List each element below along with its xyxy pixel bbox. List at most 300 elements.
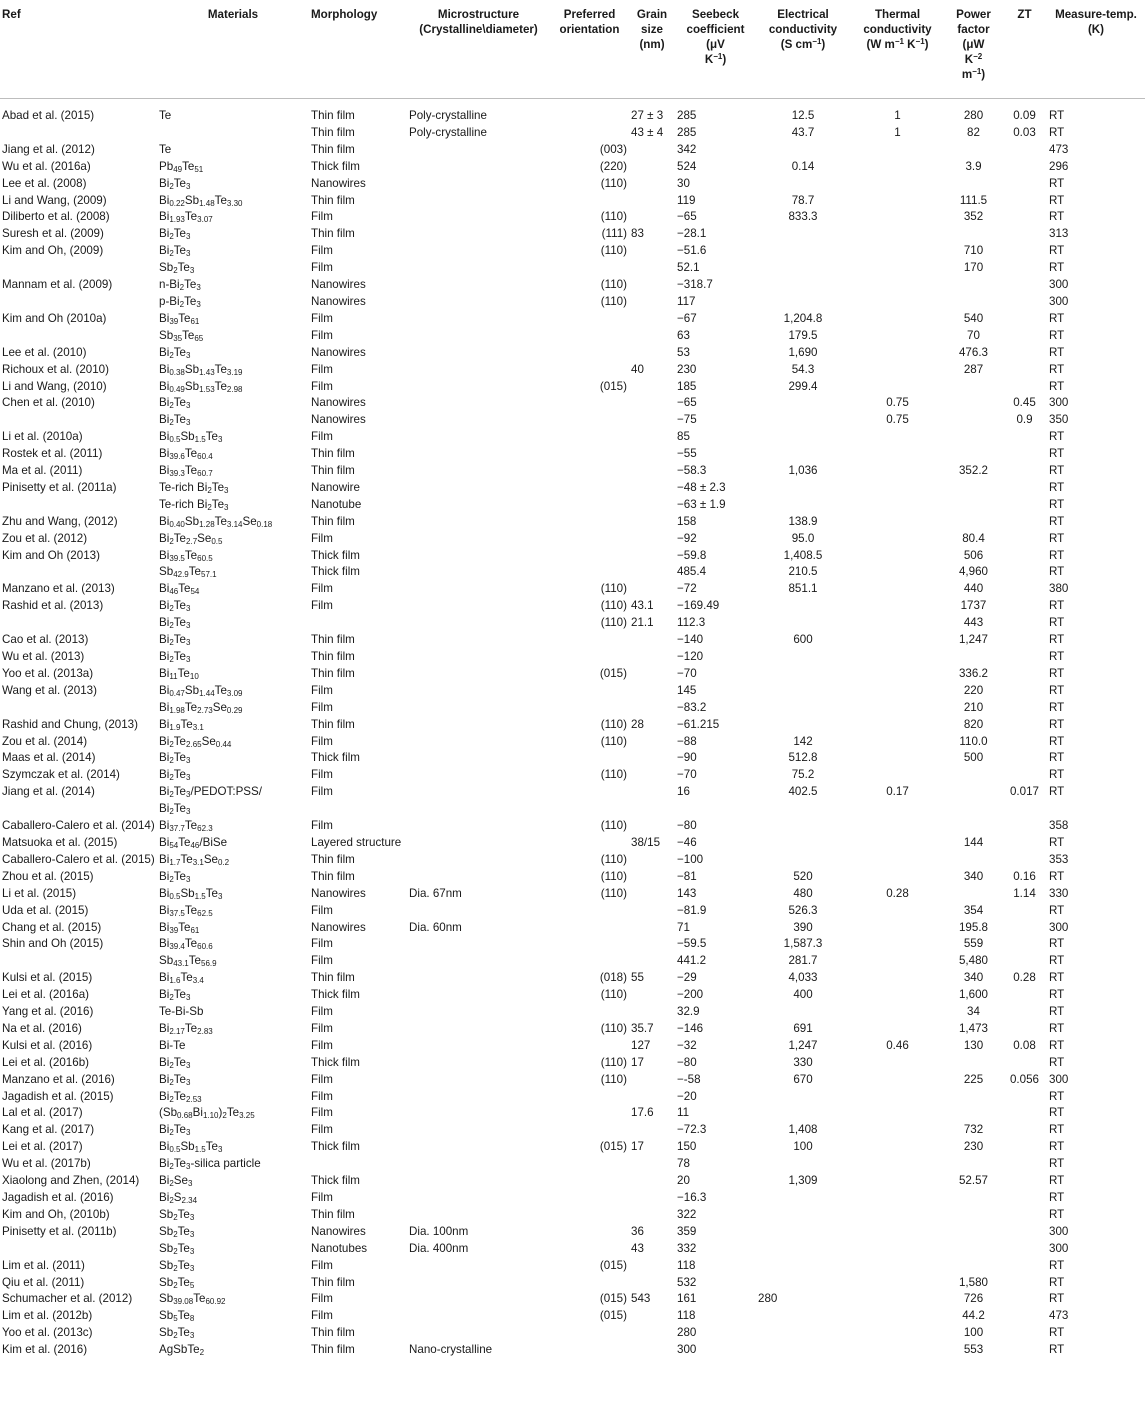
ref-cell: Ma et al. (2011) [2,464,83,478]
thermal-conductivity-cell: 0.46 [886,1038,909,1052]
materials-cell [157,1156,309,1173]
grain-size-cell [629,193,675,210]
grain-size-cell: 28 [631,717,644,731]
orientation-cell [550,395,629,412]
formula-text: Sb [184,683,200,697]
thermal-conductivity-cell [850,379,945,396]
thermal-conductivity-cell [850,1105,945,1122]
thermal-conductivity-cell: 1 [894,109,901,122]
morphology-cell: Thick film [311,565,360,579]
formula-subscript: 2 [169,1077,174,1087]
formula-text: Bi [159,1072,170,1086]
formula-text: Se [173,1174,188,1188]
zt-cell [1002,1224,1047,1241]
formula-subscript: 2.65 [186,739,202,749]
thermal-conductivity-cell [850,226,945,243]
orientation-cell [550,429,629,446]
ref-cell: Wu et al. (2013) [2,650,85,663]
microstructure-cell [407,615,550,632]
formula-text: Sb [159,1258,174,1272]
zt-cell [1002,531,1047,548]
formula-subscript: 3 [186,418,191,428]
formula-subscript: 3.30 [226,198,243,208]
formula-text: Te [182,159,195,173]
seebeck-cell: −48 ± 2.3 [677,480,726,494]
zt-cell [1002,1291,1047,1308]
thermal-conductivity-cell [850,345,945,362]
seebeck-cell: 322 [677,1207,697,1221]
formula-subscript: 1.93 [169,215,185,225]
orientation-cell: (003) [599,142,627,156]
header-electrical-conductivity: Electrical conductivity (S $cm^{-1}$) [756,0,850,99]
ref-cell: Manzano et al. (2016) [2,1072,115,1086]
seebeck-cell: −-58 [677,1072,701,1086]
thermal-conductivity-cell [850,987,945,1004]
microstructure-cell [407,395,550,412]
formula-subscript: 2 [169,1060,174,1070]
grain-size-cell [629,1173,675,1190]
electrical-conductivity-cell [756,412,850,429]
zt-cell [1002,260,1047,277]
electrical-conductivity-cell [756,683,850,700]
materials-cell [157,564,309,581]
header-preferred-orientation: Preferred orientation [550,0,629,99]
zt-cell [1002,1275,1047,1292]
orientation-cell [550,328,629,345]
electrical-conductivity-cell [756,1275,850,1292]
ref-cell [0,1241,157,1258]
thermal-conductivity-cell [850,1190,945,1207]
grain-size-cell [629,683,675,700]
morphology-cell: Film [311,700,333,714]
formula-text: Bi [159,937,170,951]
materials-cell [157,1072,309,1089]
microstructure-cell [407,514,550,531]
table-row [0,328,1145,345]
formula-text: Te [184,464,198,478]
thermal-conductivity-cell [850,1241,945,1258]
orientation-cell: (015) [599,666,627,680]
microstructure-cell [407,328,550,345]
electrical-conductivity-cell [756,666,850,683]
formula-text: Bi [159,802,170,816]
power-factor-cell: 732 [963,1123,984,1137]
measure-temp-cell: RT [1049,869,1065,883]
seebeck-cell: −65 [677,396,697,410]
seebeck-cell: 280 [677,1326,697,1340]
thermal-conductivity-cell [850,193,945,210]
ref-cell: Qiu et al. (2011) [2,1275,85,1289]
thermal-conductivity-cell [850,903,945,920]
morphology-cell: Film [311,1021,333,1035]
seebeck-cell: 16 [677,785,690,799]
power-factor-cell: 52.57 [958,1174,988,1188]
formula-text: Te [214,379,227,393]
formula-text: Sb [180,1140,195,1154]
microstructure-cell [407,717,550,734]
table-row [0,429,1145,446]
formula-subscript: 2 [179,283,185,293]
formula-subscript: 2 [169,604,174,614]
table-body [0,99,1145,1360]
materials-cell [157,1258,309,1275]
microstructure-cell [407,767,550,784]
formula-text: Te-rich Bi [159,480,208,494]
thermal-conductivity-cell [850,1207,945,1224]
orientation-cell: (110) [600,717,627,731]
formula-subscript: 3 [186,181,191,191]
formula-subscript: 2 [169,1179,174,1189]
thermal-conductivity-cell [850,176,945,193]
formula-text: Bi [159,514,170,528]
zt-cell [1002,903,1047,920]
grain-size-cell [629,514,675,531]
grain-size-cell [629,1275,675,1292]
orientation-cell [550,750,629,767]
formula-subscript: 1.10 [202,1111,219,1121]
microstructure-cell [407,1207,550,1224]
formula-text: Bi [159,785,170,799]
ref-cell [0,260,157,277]
morphology-cell: Film [311,1072,333,1086]
materials-cell [157,953,309,970]
table-row [0,497,1145,514]
formula-text: Te [184,700,198,714]
formula-subscript: 2 [173,1331,178,1341]
grain-size-cell: 40 [631,362,644,376]
formula-text: Te [193,1292,206,1306]
materials-cell [157,920,309,937]
formula-text: Sb [180,430,195,444]
orientation-cell: (110) [600,988,627,1002]
orientation-cell: (110) [600,1072,627,1086]
zt-cell [1002,920,1047,937]
formula-subscript: 1.7 [169,857,181,867]
microstructure-cell [407,835,550,852]
seebeck-cell: 53 [677,345,690,359]
morphology-cell: Thin film [311,852,355,866]
table-row [0,193,1145,210]
formula-text: Bi [159,988,170,1002]
header-thermal-conductivity: Thermal conductivity (W $m^{-1}$ $K^{-1}$) [850,0,945,99]
thermal-conductivity-cell [850,818,945,835]
electrical-conductivity-cell: 1,204.8 [783,311,823,325]
materials-cell [157,125,309,142]
zt-cell [1002,750,1047,767]
formula-text: Te [177,1258,190,1272]
seebeck-cell: −72.3 [677,1123,707,1137]
formula-text: Te [173,802,187,816]
measure-temp-cell: RT [1049,362,1065,376]
table-row [0,564,1145,581]
formula-subscript: 60.92 [205,1297,226,1307]
power-factor-cell: 111.5 [959,193,988,207]
formula-subscript: 3 [187,1179,193,1189]
electrical-conductivity-cell: 670 [793,1072,813,1086]
measure-temp-cell: RT [1049,176,1065,190]
electrical-conductivity-cell: 600 [793,633,813,647]
materials-cell [157,193,309,210]
orientation-cell [550,1342,629,1359]
seebeck-cell: −318.7 [677,278,713,292]
formula-text: Bi [192,1106,203,1120]
morphology-cell: Thin film [311,142,355,156]
formula-subscript: 2 [169,790,174,800]
table-row [0,226,1145,243]
formula-subscript: 3 [186,756,191,766]
materials-cell [157,1224,309,1241]
formula-subscript: 1.28 [199,519,215,529]
formula-text: Bi [159,971,170,985]
formula-text: Te [214,683,227,697]
zt-cell [1002,1089,1047,1106]
formula-text: Bi [159,582,170,596]
electrical-conductivity-cell: 43.7 [791,125,815,139]
formula-subscript: 2 [169,993,174,1003]
orientation-cell [550,1207,629,1224]
grain-size-cell [629,260,675,277]
seebeck-cell: −80 [677,819,697,833]
header-ref: Ref [0,0,157,99]
materials-cell [157,936,309,953]
formula-subscript: 62.5 [197,908,213,918]
grain-size-cell [629,869,675,886]
zt-cell [1002,598,1047,615]
morphology-cell: Film [311,1309,333,1323]
microstructure-cell [407,277,550,294]
table-row [0,1089,1145,1106]
orientation-cell: (015) [599,1140,627,1154]
grain-size-cell [629,176,675,193]
formula-text: Te [180,717,193,731]
measure-temp-cell: RT [1049,1055,1065,1069]
thermal-conductivity-cell [850,497,945,514]
electrical-conductivity-cell [756,260,850,277]
formula-text: Bi [159,447,170,461]
orientation-cell [550,531,629,548]
orientation-cell [550,920,629,937]
electrical-conductivity-cell: 54.3 [791,362,815,376]
zt-cell [1002,294,1047,311]
formula-text: Bi [159,193,170,207]
electrical-conductivity-cell [756,1207,850,1224]
table-row [0,125,1145,142]
formula-subscript: 2 [179,299,185,309]
seebeck-cell: −20 [677,1089,697,1103]
orientation-cell: (015) [599,1309,627,1323]
grain-size-cell: 17 [631,1055,644,1069]
formula-subscript: 2 [169,232,174,242]
electrical-conductivity-cell [756,480,850,497]
formula-text: Bi [159,683,170,697]
ref-cell [0,615,157,632]
formula-subscript: 2 [199,1348,205,1358]
formula-subscript: 60.5 [197,553,213,563]
materials-cell [157,260,309,277]
materials-cell [157,852,309,869]
formula-subscript: 2 [169,773,174,783]
formula-text: Se [197,531,212,545]
measure-temp-cell: RT [1049,1157,1065,1171]
grain-size-cell [629,1122,675,1139]
grain-size-cell [629,632,675,649]
formula-subscript: 10 [189,671,199,681]
zt-cell [1002,1105,1047,1122]
thermal-conductivity-cell [850,598,945,615]
measure-temp-cell: RT [1049,447,1065,461]
zt-cell [1002,159,1047,176]
formula-text: Bi [159,227,170,241]
electrical-conductivity-cell: 1,036 [788,464,818,478]
seebeck-cell: −29 [677,971,697,985]
ref-cell: Jiang et al. (2014) [2,785,95,799]
grain-size-cell [629,666,675,683]
zt-cell [1002,734,1047,751]
measure-temp-cell: RT [1049,650,1065,663]
table-row [0,953,1145,970]
measure-temp-cell: RT [1049,531,1065,545]
formula-subscript: 2 [173,1263,178,1273]
power-factor-cell [945,1105,1002,1122]
ref-cell: Kim and Oh, (2010b) [2,1207,110,1221]
formula-subscript: 2 [169,638,174,648]
zt-cell [1002,564,1047,581]
grain-size-cell [629,1089,675,1106]
seebeck-cell: −88 [677,734,697,748]
power-factor-cell: 820 [963,717,984,731]
orientation-cell [550,362,629,379]
measure-temp-cell: 300 [1049,294,1069,308]
materials-cell [157,903,309,920]
measure-temp-cell: RT [1049,1258,1065,1272]
formula-text: (Sb [159,1106,178,1120]
morphology-cell: Nanowires [311,294,366,308]
materials-cell [157,429,309,446]
formula-text: Bi [159,886,170,900]
electrical-conductivity-cell: 520 [793,869,813,883]
grain-size-cell [629,903,675,920]
grain-size-cell [629,1308,675,1325]
table-row [0,1156,1145,1173]
morphology-cell: Thick film [311,1055,360,1069]
formula-subscript: 0.68 [177,1111,193,1121]
thermal-conductivity-cell [850,1004,945,1021]
seebeck-cell: 145 [677,683,697,697]
electrical-conductivity-cell [756,294,850,311]
electrical-conductivity-cell: 210.5 [788,565,818,579]
table-row [0,1122,1145,1139]
morphology-cell: Film [311,582,333,596]
electrical-conductivity-cell: 512.8 [788,751,818,765]
measure-temp-cell: 300 [1049,920,1069,934]
seebeck-cell: −58.3 [677,464,707,478]
zt-cell: 0.9 [1016,413,1033,427]
power-factor-cell [945,226,1002,243]
formula-text: Te [177,1241,190,1255]
table-row [0,767,1145,784]
microstructure-cell [407,750,550,767]
header-morphology: Morphology [309,0,407,99]
power-factor-cell: 3.9 [965,159,982,173]
power-factor-cell: 225 [963,1072,984,1086]
orientation-cell [550,1224,629,1241]
materials-cell [157,463,309,480]
grain-size-cell [629,784,675,818]
thermal-conductivity-cell [850,1342,945,1359]
formula-subscript: 46 [190,840,200,850]
power-factor-cell [945,784,1002,818]
table-row [0,835,1145,852]
seebeck-cell: 342 [677,142,697,156]
grain-size-cell [629,446,675,463]
formula-text: n-Bi [159,278,180,292]
ref-cell: Kulsi et al. (2015) [2,971,93,985]
materials-cell [157,1275,309,1292]
materials-cell [157,176,309,193]
orientation-cell [550,480,629,497]
formula-subscript: 39.4 [169,942,185,952]
formula-text: Te [205,1140,218,1154]
power-factor-cell: 70 [967,328,980,342]
formula-text: Te [173,396,187,410]
thermal-conductivity-cell [850,581,945,598]
header-seebeck: Seebeck coefficient (μV $K^{-1}$) [675,0,756,99]
formula-subscript: 62.3 [197,824,213,834]
seebeck-cell: 52.1 [677,261,700,275]
formula-text: Te [180,971,193,985]
formula-subscript: 3.14 [226,519,243,529]
orientation-cell: (015) [599,1292,627,1306]
ref-cell: Zhou et al. (2015) [2,869,94,883]
thermal-conductivity-cell [850,1156,945,1173]
microstructure-cell [407,734,550,751]
measure-temp-cell: RT [1049,311,1065,325]
measure-temp-cell: RT [1049,1089,1065,1103]
zt-cell [1002,818,1047,835]
power-factor-cell: 82 [967,125,980,139]
formula-subscript: 2 [169,249,174,259]
thermal-conductivity-cell [850,666,945,683]
measure-temp-cell: 353 [1049,852,1069,866]
formula-subscript: 3 [186,604,191,614]
materials-cell [157,226,309,243]
formula-subscript: 2 [222,1111,227,1121]
formula-text: Bi [159,176,170,190]
morphology-cell: Nanowires [311,396,366,410]
table-row [0,1173,1145,1190]
electrical-conductivity-cell [756,1325,850,1342]
electrical-conductivity-cell: 100 [793,1140,813,1154]
formula-text: -silica particle [190,1157,261,1171]
microstructure-cell: Dia. 60nm [409,920,462,934]
thermal-conductivity-cell [850,1224,945,1241]
power-factor-cell [945,277,1002,294]
table-row [0,142,1145,159]
formula-subscript: 2 [169,418,174,428]
microstructure-cell [407,243,550,260]
microstructure-cell [407,1038,550,1055]
electrical-conductivity-cell: 526.3 [788,903,818,917]
orientation-cell: (018) [599,971,627,985]
table-row [0,311,1145,328]
formula-text: Bi [159,903,170,917]
formula-subscript: 0.5 [169,891,181,901]
thermal-conductivity-cell [850,1325,945,1342]
power-factor-cell [945,142,1002,159]
zt-cell [1002,1308,1047,1325]
power-factor-cell: 1,600 [958,988,988,1002]
materials-cell [157,649,309,666]
